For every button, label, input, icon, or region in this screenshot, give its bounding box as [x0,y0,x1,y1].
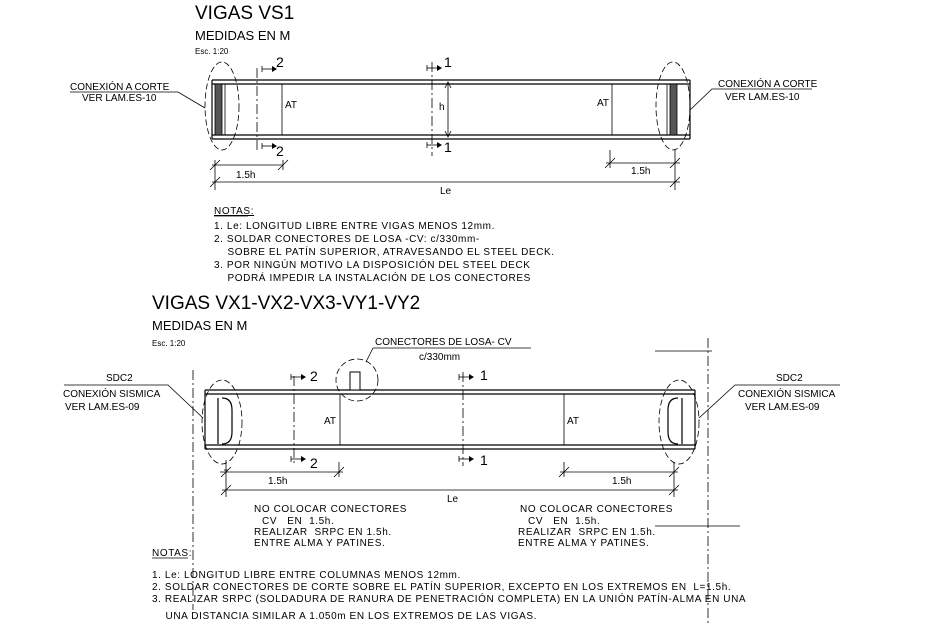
vx-at-right: AT [567,416,580,427]
vx-at-left: AT [324,416,337,427]
vx-beam [205,372,695,449]
vx-left-zone-note-4: ENTRE ALMA Y PATINES. [254,538,386,549]
vs1-cut-2-top [262,66,277,72]
vs1-left-callout-line1: CONEXIÓN A CORTE [70,82,170,93]
vs1-dim-left-label: 1.5h [236,170,256,181]
vs1-beam [212,80,690,139]
vs1-left-callout-line2: VER LAM.ES-10 [82,93,157,104]
vs1-height-label: h [439,102,445,113]
vs1-cut-1-bottom-label: 1 [444,139,452,155]
vs1-at-left: AT [285,100,298,111]
vs1-right-callout-line1: CONEXIÓN A CORTE [718,79,818,90]
vx-connector-leader [366,348,373,362]
vx-notes-title: NOTAS: [152,548,193,559]
vs1-cut-1-top-label: 1 [444,54,452,70]
vx-right-zone-note-1: NO COLOCAR CONECTORES [520,504,673,515]
vx-connector-callout-line2: c/330mm [419,352,461,363]
vx-left-callout-line3: VER LAM.ES-09 [65,402,140,413]
vx-right-zone-note-2: CV EN 1.5h. [528,516,601,527]
vs1-note-2: 2. SOLDAR CONECTORES DE LOSA -CV: c/330mm- [214,234,480,245]
vs1-dim-le-label: Le [440,186,452,197]
vx-dim-left-label: 1.5h [268,476,288,487]
vs1-cut-1-bottom [427,142,442,148]
vx-left-zone-note-1: NO COLOCAR CONECTORES [254,504,407,515]
vs1-dim-right-label: 1.5h [631,166,651,177]
vs1-note-1: 1. Le: LONGITUD LIBRE ENTRE VIGAS MENOS 12mm. [214,221,495,232]
vx-left-detail-circle [202,380,242,464]
vx-right-callout-line2: CONEXIÓN SISMICA [738,389,836,400]
vx-left-callout-line1: SDC2 [106,373,133,384]
vx-dim-right-label: 1.5h [612,476,632,487]
vx-scale: Esc. 1:20 [152,339,186,348]
vx-left-zone-note-3: REALIZAR SRPC EN 1.5h. [254,527,392,538]
vx-right-callout-line1: SDC2 [776,373,803,384]
vx-note-1: 1. Le: LONGITUD LIBRE ENTRE COLUMNAS MENOS 12mm. [152,570,461,581]
vx-dim-le-label: Le [447,494,459,505]
vs1-scale: Esc. 1:20 [195,47,229,56]
vx-cut-2-bottom [291,456,306,462]
vs1-cut-2-bottom [262,143,277,149]
vs1-at-right: AT [597,98,610,109]
vx-left-zone-note-2: CV EN 1.5h. [262,516,335,527]
vx-left-callout-line2: CONEXIÓN SISMICA [63,389,161,400]
vx-note-3b: UNA DISTANCIA SIMILAR A 1.050m EN LOS EXTREMOS DE LAS VIGAS. [152,611,537,622]
vs1-subtitle: MEDIDAS EN M [195,28,291,43]
vs1-note-3b: PODRÁ IMPEDIR LA INSTALACIÓN DE LOS CONECTORES [214,273,531,284]
vx-right-detail-circle [659,380,699,464]
vx-subtitle: MEDIDAS EN M [152,318,248,333]
vx-connector-callout-line1: CONECTORES DE LOSA- CV [375,337,512,348]
vx-cut-2-top [291,374,306,380]
vx-cut-2-bottom-label: 2 [310,455,318,471]
vs1-right-callout-line2: VER LAM.ES-10 [725,92,800,103]
vx-cut-1-bottom [459,456,474,462]
vx-right-callout-line3: VER LAM.ES-09 [745,402,820,413]
vx-right-zone-note-3: REALIZAR SRPC EN 1.5h. [518,527,656,538]
vx-title: VIGAS VX1-VX2-VX3-VY1-VY2 [152,293,421,314]
vs1-notes-title: NOTAS: [214,206,255,217]
vx-cut-2-top-label: 2 [310,368,318,384]
vs1-note-2b: SOBRE EL PATÍN SUPERIOR, ATRAVESANDO EL STEEL DECK. [214,247,555,258]
vx-cut-1-bottom-label: 1 [480,452,488,468]
vx-cut-1-top-label: 1 [480,367,488,383]
vx-dimension-lines [220,460,679,497]
vs1-cut-1-top [427,65,442,71]
vs1-note-3: 3. POR NINGÚN MOTIVO LA DISPOSICIÓN DEL STEEL DECK [214,260,531,271]
vx-note-2: 2. SOLDAR CONECTORES DE CORTE SOBRE EL PATÍN SUPERIOR, EXCEPTO EN LOS EXTREMOS EN L=1.5h. [152,582,732,593]
vx-cut-1-top [459,374,474,380]
vs1-cut-2-top-label: 2 [276,54,284,70]
vx-note-3: 3. REALIZAR SRPC (SOLDADURA DE RANURA DE PENETRACIÓN COMPLETA) EN LA UNIÓN PATÍN-ALMA EN UNA [152,594,747,605]
vs1-cut-2-bottom-label: 2 [276,143,284,159]
vs1-height-dimension [445,82,451,137]
vx-right-zone-note-4: ENTRE ALMA Y PATINES. [518,538,650,549]
vs1-title: VIGAS VS1 [195,3,295,24]
